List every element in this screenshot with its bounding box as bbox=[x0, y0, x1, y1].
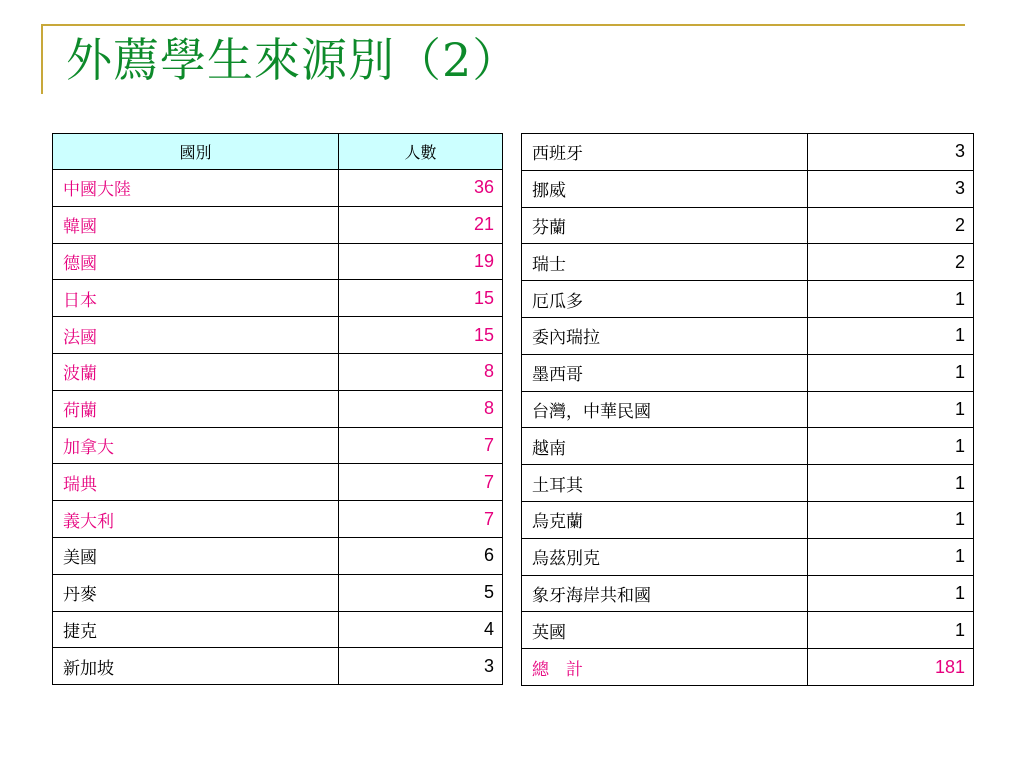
table-row bbox=[53, 648, 503, 685]
table-header-row bbox=[53, 134, 503, 170]
table-row bbox=[53, 537, 503, 574]
table-row bbox=[522, 612, 974, 649]
title-rule-left bbox=[41, 24, 43, 94]
student-count: 7 bbox=[339, 501, 503, 538]
student-count: 1 bbox=[808, 538, 974, 575]
student-count: 1 bbox=[808, 281, 974, 318]
country-name: 義大利 bbox=[53, 501, 339, 538]
table-row bbox=[53, 464, 503, 501]
country-name: 英國 bbox=[522, 612, 808, 649]
country-name: 日本 bbox=[53, 280, 339, 317]
country-name: 委內瑞拉 bbox=[522, 317, 808, 354]
table-row bbox=[53, 206, 503, 243]
table-row bbox=[53, 353, 503, 390]
student-count: 7 bbox=[339, 464, 503, 501]
student-count: 1 bbox=[808, 612, 974, 649]
country-name: 瑞士 bbox=[522, 244, 808, 281]
country-name: 美國 bbox=[53, 537, 339, 574]
student-count: 7 bbox=[339, 427, 503, 464]
country-table-right bbox=[521, 133, 974, 686]
country-name: 韓國 bbox=[53, 206, 339, 243]
table-row bbox=[53, 170, 503, 207]
country-name: 芬蘭 bbox=[522, 207, 808, 244]
student-count: 1 bbox=[808, 465, 974, 502]
country-name: 新加坡 bbox=[53, 648, 339, 685]
total-count: 181 bbox=[808, 649, 974, 686]
country-name: 中國大陸 bbox=[53, 170, 339, 207]
student-count: 1 bbox=[808, 391, 974, 428]
student-count: 6 bbox=[339, 537, 503, 574]
table-row bbox=[522, 428, 974, 465]
student-count: 1 bbox=[808, 317, 974, 354]
country-name: 烏茲別克 bbox=[522, 538, 808, 575]
table-row bbox=[522, 538, 974, 575]
student-count: 3 bbox=[808, 170, 974, 207]
student-count: 1 bbox=[808, 575, 974, 612]
table-row bbox=[522, 317, 974, 354]
table-row bbox=[53, 501, 503, 538]
student-count: 15 bbox=[339, 317, 503, 354]
table-row bbox=[522, 207, 974, 244]
student-count: 4 bbox=[339, 611, 503, 648]
country-name: 烏克蘭 bbox=[522, 501, 808, 538]
table-row bbox=[53, 390, 503, 427]
student-count: 36 bbox=[339, 170, 503, 207]
country-name: 法國 bbox=[53, 317, 339, 354]
country-name: 荷蘭 bbox=[53, 390, 339, 427]
table-row bbox=[522, 170, 974, 207]
country-name: 土耳其 bbox=[522, 465, 808, 502]
student-count: 1 bbox=[808, 501, 974, 538]
country-name: 波蘭 bbox=[53, 353, 339, 390]
student-count: 8 bbox=[339, 390, 503, 427]
country-name: 捷克 bbox=[53, 611, 339, 648]
table-row bbox=[522, 354, 974, 391]
country-name: 厄瓜多 bbox=[522, 281, 808, 318]
student-count: 21 bbox=[339, 206, 503, 243]
student-count: 5 bbox=[339, 574, 503, 611]
student-count: 8 bbox=[339, 353, 503, 390]
student-count: 19 bbox=[339, 243, 503, 280]
table-row bbox=[53, 427, 503, 464]
student-count: 2 bbox=[808, 244, 974, 281]
table-row bbox=[53, 243, 503, 280]
student-count: 1 bbox=[808, 354, 974, 391]
table-row bbox=[53, 574, 503, 611]
country-table-left bbox=[52, 133, 503, 685]
table-row bbox=[53, 611, 503, 648]
table-row bbox=[522, 465, 974, 502]
country-name: 象牙海岸共和國 bbox=[522, 575, 808, 612]
total-row bbox=[522, 649, 974, 686]
student-count: 15 bbox=[339, 280, 503, 317]
country-name: 台灣，中華民國 bbox=[522, 391, 808, 428]
country-name: 瑞典 bbox=[53, 464, 339, 501]
header-count: 人數 bbox=[339, 134, 503, 170]
country-name: 德國 bbox=[53, 243, 339, 280]
country-name: 越南 bbox=[522, 428, 808, 465]
slide-title: 外薦學生來源別（2） bbox=[66, 33, 520, 87]
student-count: 1 bbox=[808, 428, 974, 465]
table-row bbox=[522, 391, 974, 428]
table-row bbox=[522, 244, 974, 281]
country-name: 墨西哥 bbox=[522, 354, 808, 391]
table-row bbox=[522, 281, 974, 318]
table-row bbox=[53, 280, 503, 317]
table-row bbox=[522, 134, 974, 171]
total-label: 總 計 bbox=[522, 649, 808, 686]
student-count: 2 bbox=[808, 207, 974, 244]
country-name: 加拿大 bbox=[53, 427, 339, 464]
header-country: 國別 bbox=[53, 134, 339, 170]
country-name: 挪威 bbox=[522, 170, 808, 207]
student-count: 3 bbox=[808, 134, 974, 171]
country-name: 西班牙 bbox=[522, 134, 808, 171]
table-row bbox=[522, 501, 974, 538]
student-count: 3 bbox=[339, 648, 503, 685]
table-row bbox=[522, 575, 974, 612]
table-row bbox=[53, 317, 503, 354]
country-name: 丹麥 bbox=[53, 574, 339, 611]
